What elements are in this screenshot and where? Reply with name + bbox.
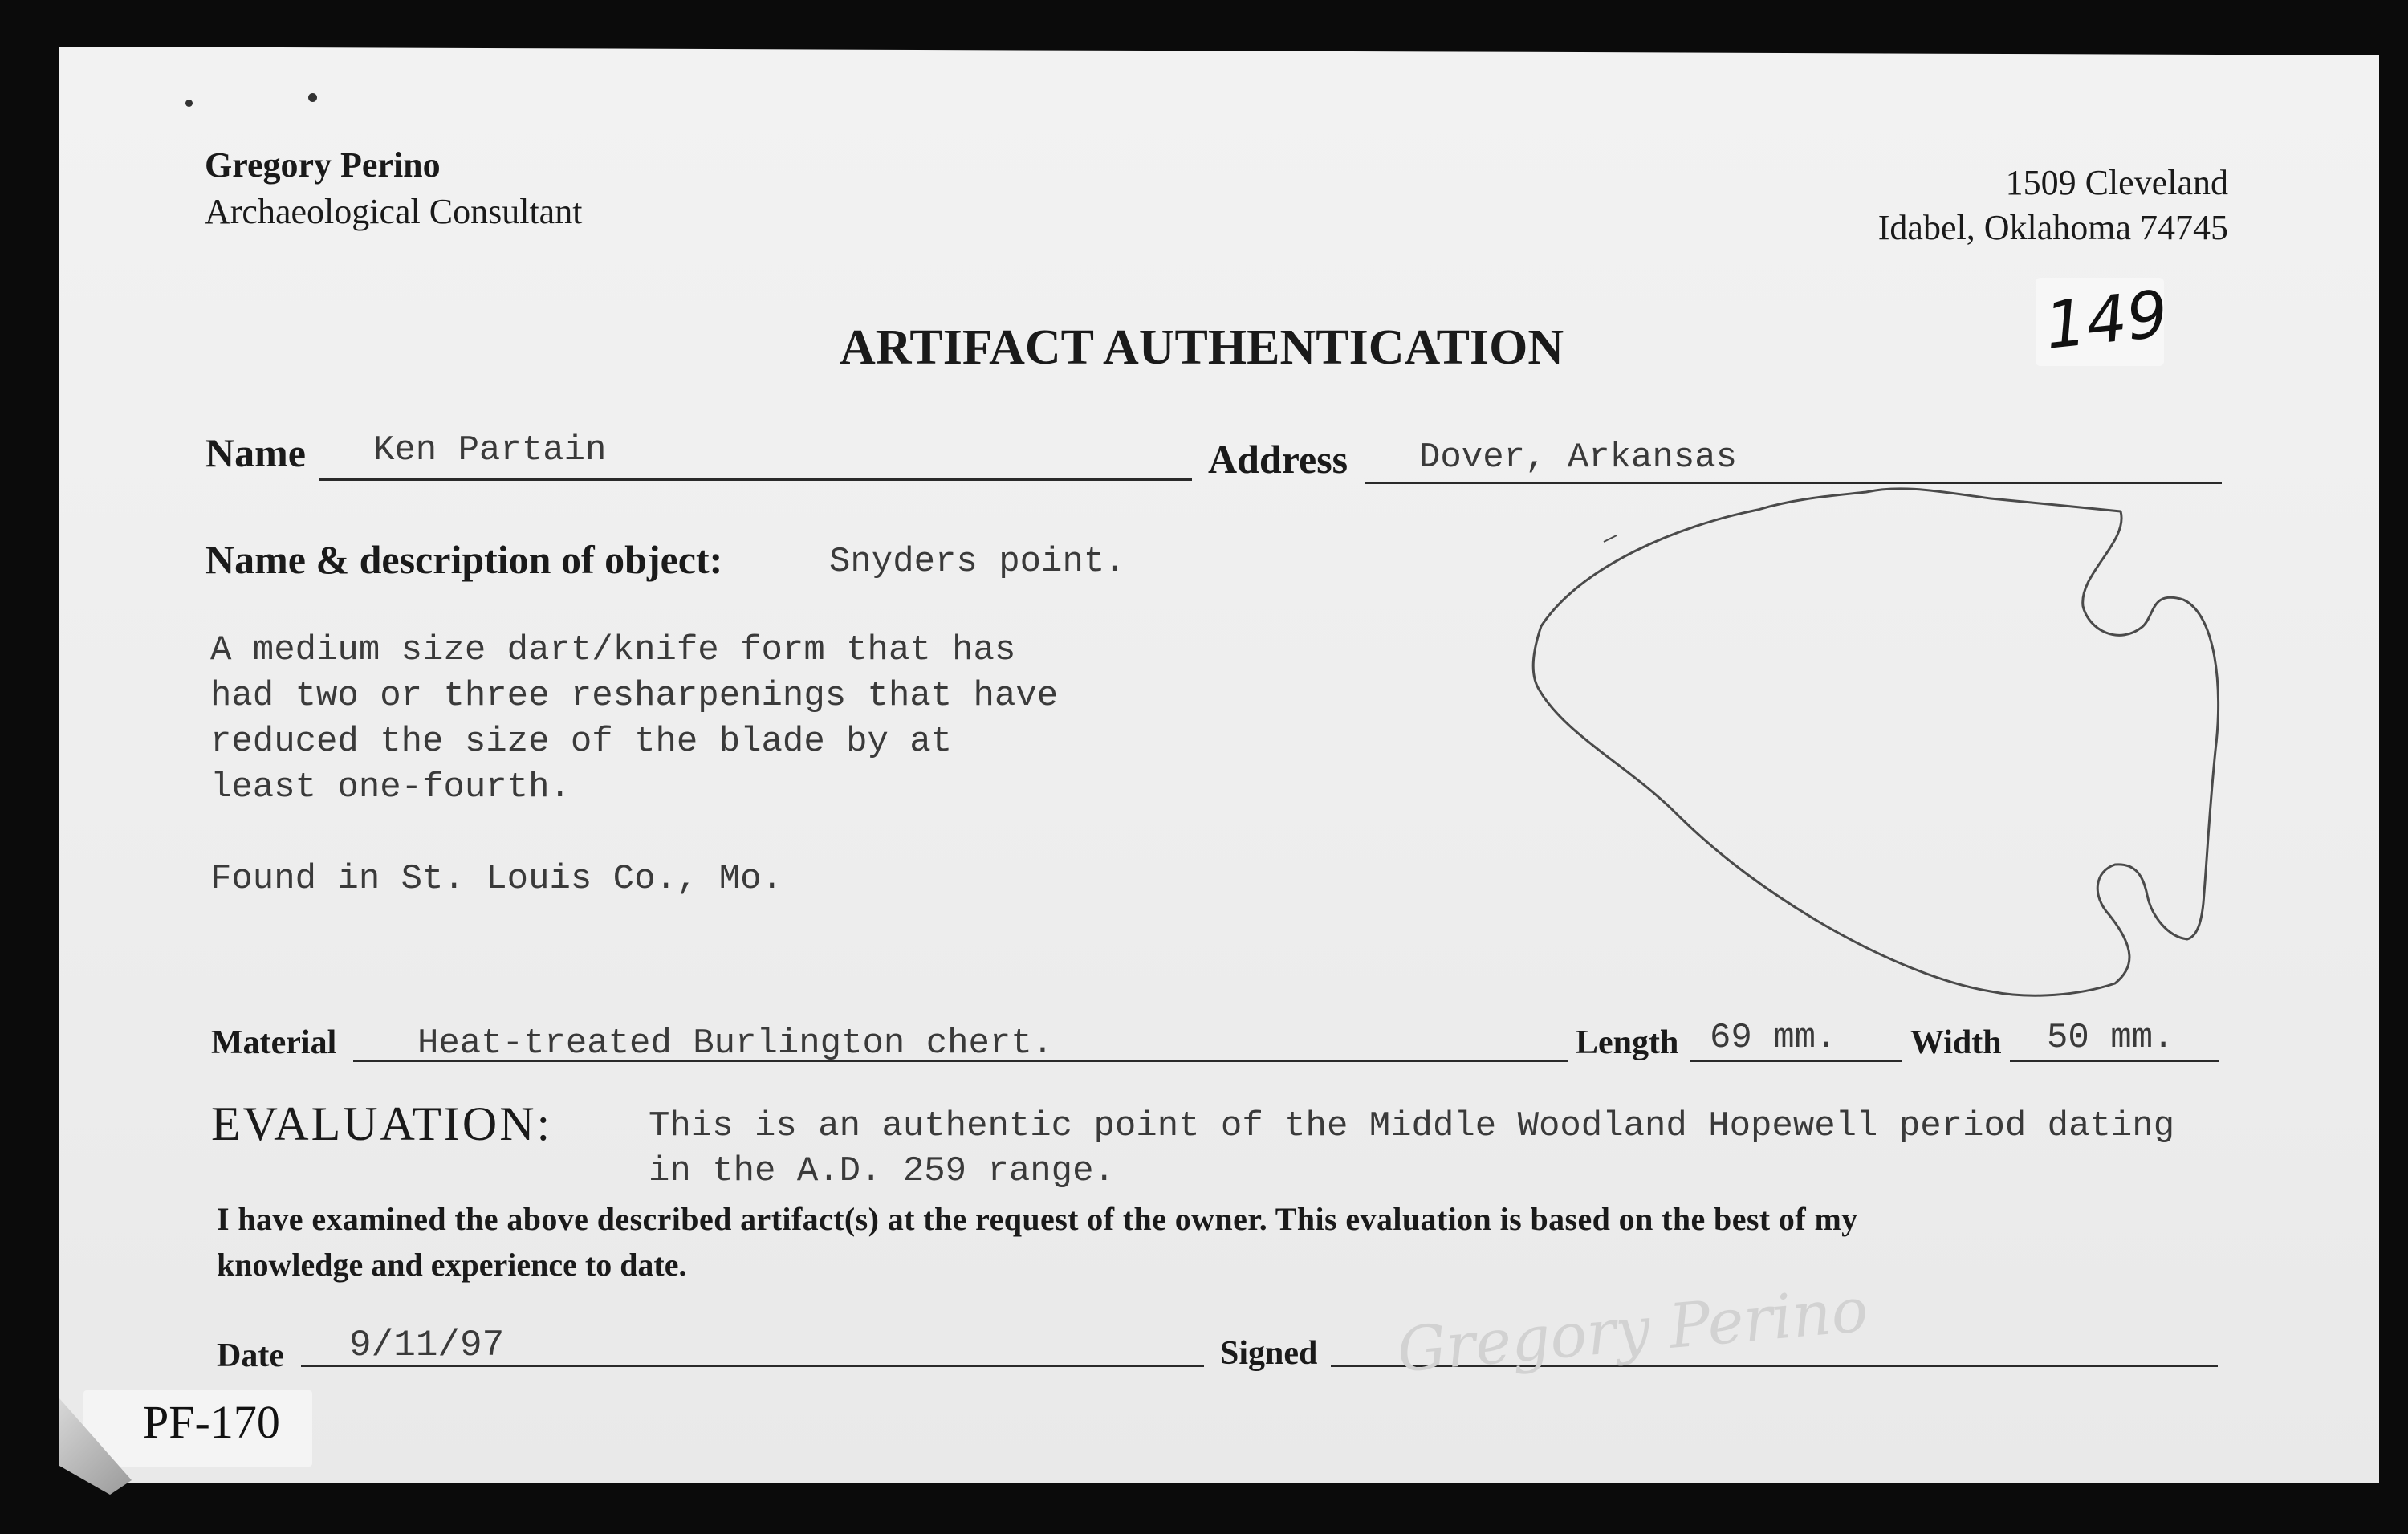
punch-hole (308, 93, 317, 102)
address-line-1: 1509 Cleveland (2005, 163, 2228, 202)
catalog-tag: PF-170 (143, 1396, 280, 1448)
material-label: Material (211, 1024, 337, 1061)
handwritten-signature: Gregory Perino (1394, 1273, 1871, 1386)
signed-label: Signed (1220, 1335, 1318, 1372)
description-line: A medium size dart/knife form that has (210, 630, 1016, 670)
name-label: Name (205, 430, 306, 475)
found-location: Found in St. Louis Co., Mo. (210, 859, 783, 899)
owner-statement-line: I have examined the above described artifact(s) at the request of the owner. This evaluation is based on the best of my (217, 1201, 1858, 1237)
evaluation-line: in the A.D. 259 range. (649, 1151, 1115, 1191)
width-label: Width (1910, 1024, 2002, 1061)
address-line-2: Idabel, Oklahoma 74745 (1877, 208, 2228, 247)
object-label: Name & description of object: (205, 537, 723, 582)
evaluation-line: This is an authentic point of the Middle Woodland Hopewell period dating (649, 1106, 2175, 1146)
material-value: Heat-treated Burlington chert. (417, 1023, 1054, 1064)
length-label: Length (1576, 1024, 1679, 1061)
description-line: least one-fourth. (210, 767, 571, 808)
date-label: Date (217, 1337, 284, 1374)
object-value: Snyders point. (829, 542, 1126, 582)
address-value: Dover, Arkansas (1419, 437, 1738, 478)
description-line: reduced the size of the blade by at (210, 722, 953, 762)
punch-hole (185, 100, 193, 107)
consultant-name: Gregory Perino (205, 145, 441, 185)
name-value: Ken Partain (373, 430, 607, 470)
date-value: 9/11/97 (349, 1324, 505, 1366)
evaluation-label: EVALUATION: (211, 1097, 553, 1150)
artifact-outline-drawing (1517, 478, 2268, 1031)
consultant-title: Archaeological Consultant (205, 192, 583, 231)
length-underline (1690, 1060, 1902, 1062)
handwritten-number: 149 (2041, 276, 2172, 364)
name-underline (319, 478, 1192, 481)
width-value: 50 mm. (2047, 1018, 2174, 1058)
length-value: 69 mm. (1710, 1018, 1837, 1058)
width-underline (2010, 1060, 2219, 1062)
address-label: Address (1208, 437, 1348, 482)
description-line: had two or three resharpenings that have (210, 676, 1059, 716)
owner-statement-line: knowledge and experience to date. (217, 1247, 687, 1283)
form-title: ARTIFACT AUTHENTICATION (840, 320, 1564, 375)
